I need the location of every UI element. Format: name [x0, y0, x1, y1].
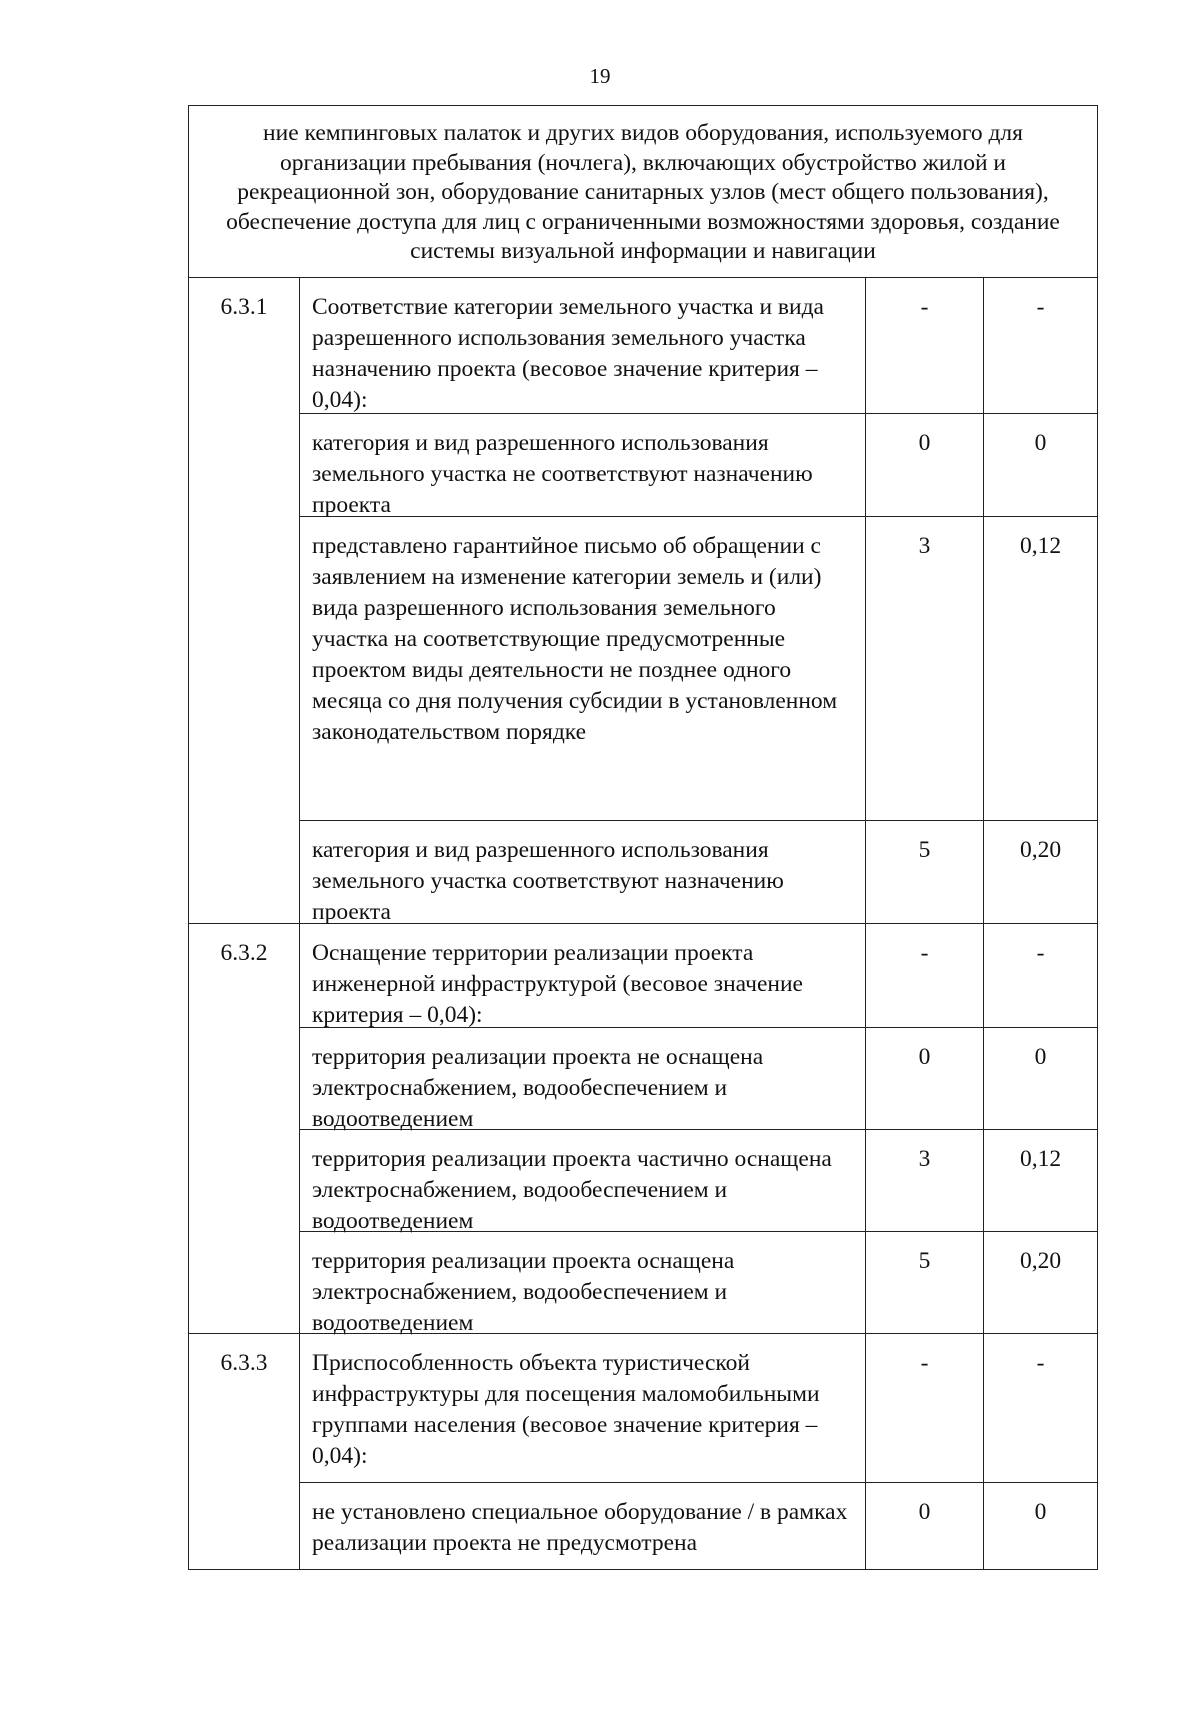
option-weighted-score: 0,20: [984, 1232, 1098, 1334]
option-score: 3: [866, 1130, 984, 1232]
criterion-number: 6.3.2: [188, 924, 300, 1334]
option-text: представлено гарантийное письмо об обращении с заявлением на изменение категории земель и (или) вида разрешенного использования земельного участка на соответствующие предусмотренные проектом виды деятельности не позднее одного месяца со дня получения субсидии в установленном законодательством порядке: [300, 517, 866, 821]
criterion-score: -: [866, 1334, 984, 1483]
criterion-score: -: [866, 278, 984, 414]
page-number: 19: [589, 64, 611, 88]
option-weighted-score: 0: [984, 1028, 1098, 1130]
criterion-number: 6.3.1: [188, 278, 300, 924]
option-weighted-score: 0: [984, 414, 1098, 517]
option-score: 0: [866, 1483, 984, 1570]
table-continuation-text: ние кемпинговых палаток и других видов оборудования, используемого для организации пребывания (ночлега), включающих обустройство жилой и рекреационной зон, оборудование санитарных узлов (мест общего пользования), обеспечение доступа для лиц с ограниченными возможностями здоровья, создание системы визуальной информации и навигации: [188, 105, 1098, 278]
option-weighted-score: 0,12: [984, 1130, 1098, 1232]
option-score: 5: [866, 1232, 984, 1334]
criterion-weighted-score: -: [984, 1334, 1098, 1483]
option-score: 0: [866, 414, 984, 517]
option-text: категория и вид разрешенного использования земельного участка соответствуют назначению проекта: [300, 821, 866, 924]
criterion-title: Соответствие категории земельного участка и вида разрешенного использования земельного участка назначению проекта (весовое значение критерия – 0,04):: [300, 278, 866, 414]
option-text: не установлено специальное оборудование / в рамках реализации проекта не предусмотрена: [300, 1483, 866, 1570]
criteria-table: [188, 105, 1098, 1570]
option-score: 0: [866, 1028, 984, 1130]
option-weighted-score: 0,12: [984, 517, 1098, 821]
criterion-number: 6.3.3: [188, 1334, 300, 1570]
criterion-weighted-score: -: [984, 924, 1098, 1028]
option-score: 3: [866, 517, 984, 821]
criterion-title: Оснащение территории реализации проекта инженерной инфраструктурой (весовое значение критерия – 0,04):: [300, 924, 866, 1028]
option-text: категория и вид разрешенного использования земельного участка не соответствуют назначению проекта: [300, 414, 866, 517]
option-text: территория реализации проекта частично оснащена электроснабжением, водообеспечением и водоотведением: [300, 1130, 866, 1232]
option-text: территория реализации проекта оснащена электроснабжением, водообеспечением и водоотведением: [300, 1232, 866, 1334]
option-weighted-score: 0,20: [984, 821, 1098, 924]
criterion-title: Приспособленность объекта туристической инфраструктуры для посещения маломобильными группами населения (весовое значение критерия – 0,04):: [300, 1334, 866, 1483]
criterion-score: -: [866, 924, 984, 1028]
option-score: 5: [866, 821, 984, 924]
option-weighted-score: 0: [984, 1483, 1098, 1570]
criterion-weighted-score: -: [984, 278, 1098, 414]
option-text: территория реализации проекта не оснащена электроснабжением, водообеспечением и водоотведением: [300, 1028, 866, 1130]
